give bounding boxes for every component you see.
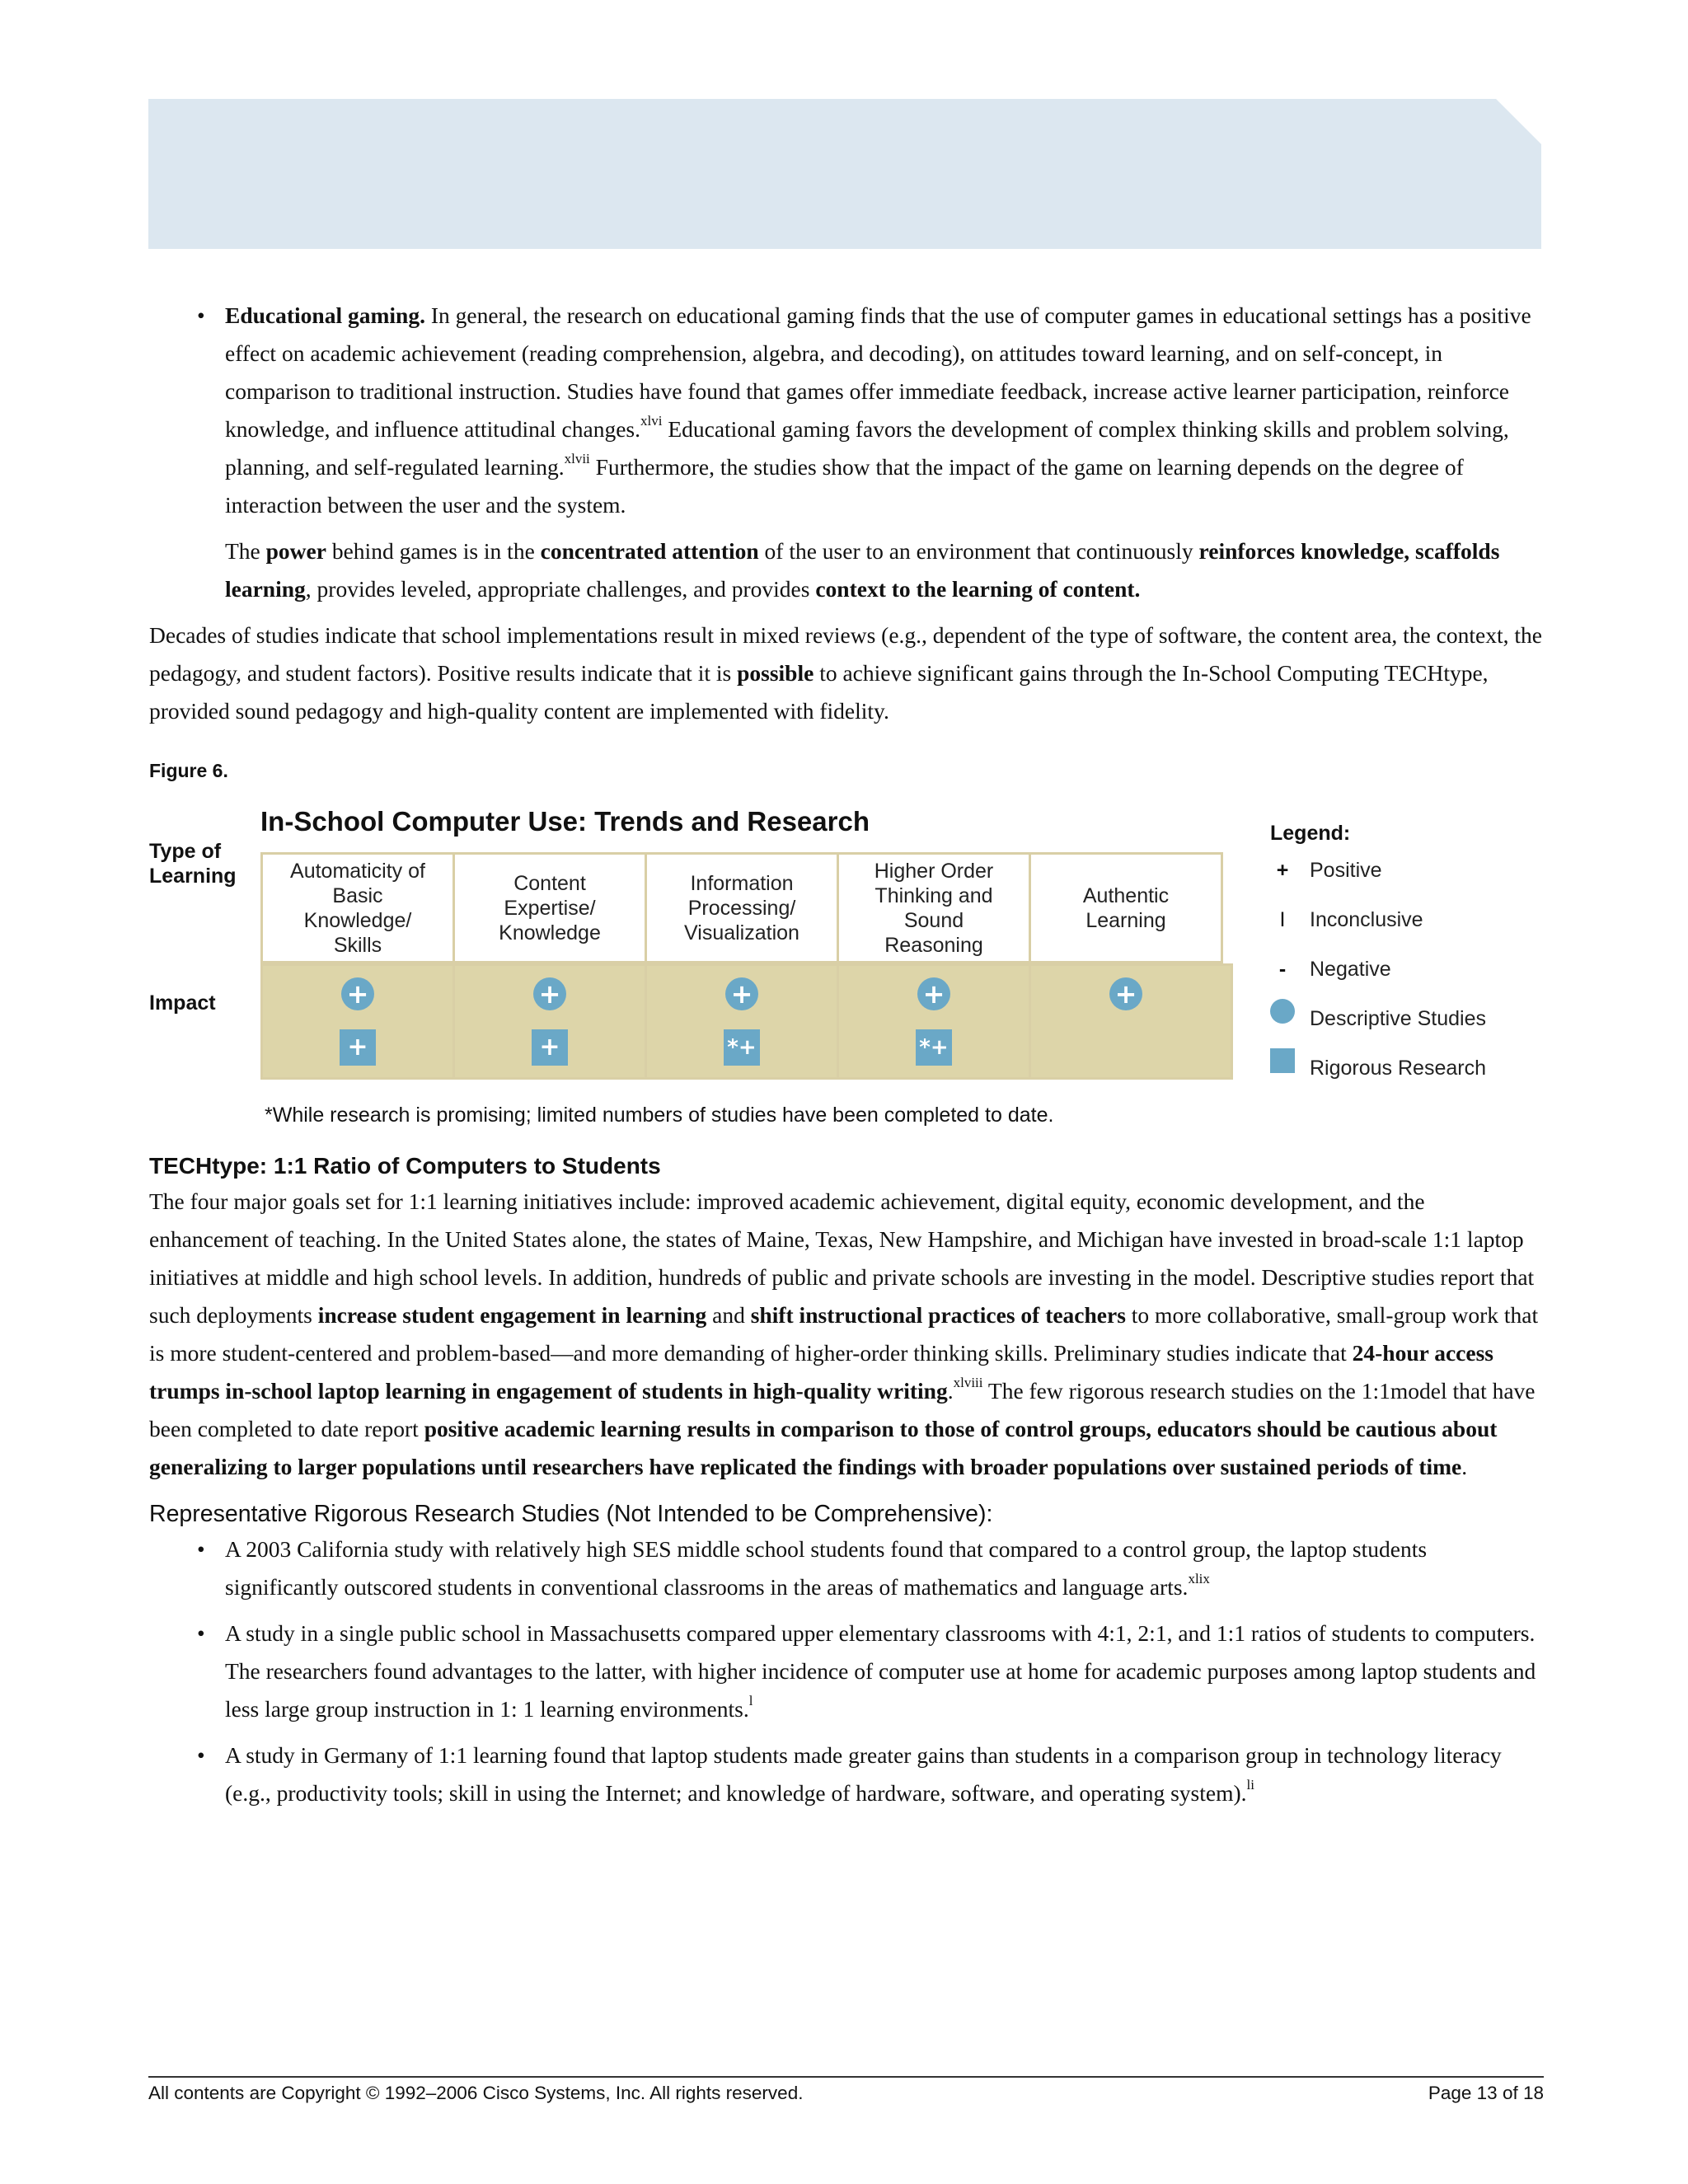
descriptive-studies-marker: +: [1109, 977, 1142, 1010]
inconclusive-symbol: I: [1279, 908, 1286, 931]
rigorous-research-marker: +: [532, 1029, 568, 1066]
figure-label: Figure 6.: [149, 760, 228, 781]
trends-grid: [260, 852, 1233, 1080]
column-header: Higher Order Thinking and Sound Reasoning: [837, 852, 1031, 963]
rigorous-research-marker: *+: [916, 1029, 952, 1066]
copyright-text: All contents are Copyright © 1992–2006 Cisco Systems, Inc. All rights reserved.: [148, 2083, 804, 2103]
one-to-one-paragraph: The four major goals set for 1:1 learning initiatives include: improved academic achievement, digital equity, economic development, and the enhancement of teaching. In the United States alone, the states of Maine, Texas, New Hampshire, and Michigan have invested in broad-scale 1:1 laptop initiatives at middle and high school levels. In addition, hundreds of public and private schools are investing in the model. Descriptive studies report that such deployments increase student engagement in learning and shift instructional practices of teachers to more collaborative, small-group work that is more student-centered and problem-based—and more demanding of higher-order thinking skills. Preliminary studies indicate that 24-hour access trumps in-school laptop learning in engagement of students in high-quality writing.$^{xlviii}$ The few rigorous research studies on the 1:1model that have been completed to date report positive academic learning results in comparison to those of control groups, educators should be cautious about generalizing to larger populations until researchers have replicated the findings with broader populations over sustained periods of time.: [149, 1188, 1539, 1479]
header-banner: [148, 99, 1541, 249]
descriptive-studies-marker: +: [725, 977, 758, 1010]
impact-cell: [1029, 963, 1233, 1080]
negative-symbol: -: [1278, 958, 1287, 981]
legend-title: Legend:: [1270, 822, 1351, 845]
figure-note: *While research is promising; limited numbers of studies have been completed to date.: [265, 1104, 1054, 1127]
positive-symbol: +: [1276, 859, 1289, 882]
section-title: TECHtype: 1:1 Ratio of Computers to Students: [149, 1153, 661, 1179]
rigorous-research-marker: +: [340, 1029, 376, 1066]
power-paragraph: The power behind games is in the concentrated attention of the user to an environment that continuously reinforces knowledge, scaffolds learning, provides leveled, appropriate challenges, and provides context to the learning of content.: [225, 538, 1500, 602]
studies-list: [149, 1530, 1542, 1812]
descriptive-studies-marker: +: [917, 977, 950, 1010]
square-icon: [1270, 1047, 1295, 1085]
list-item: • A 2003 California study with relatively high SES middle school students found that compared to a control group, the laptop students significantly outscored students in conventional classrooms in the areas of mathematics and language arts.$^{xlix}$: [149, 1530, 1542, 1606]
impact-cell: [260, 963, 455, 1080]
decades-paragraph: Decades of studies indicate that school implementations result in mixed reviews (e.g., dependent of the type of software, the content area, the context, the pedagogy, and student factors). Positive results indicate that it is possible to achieve significant gains through the In-School Computing TECHtype, provided sound pedagogy and high-quality content are implemented with fidelity.: [149, 622, 1542, 724]
figure-6: In-School Computer Use: Trends and Research Type of Learning Impact Automaticity of Basic Knowledge/ Skills Content Expertise/ Knowledge Information Processing/ Visualization Higher Order Thinking and Sound Reasoning Authentic Learning + + + + + *+ + *+ + *While research is promising; limited numbers of studies have been completed to date. Legend: + Positive I Inconclusive - Negative Descriptive Studies Rigorous Research: [149, 783, 1542, 1150]
column-header: Information Processing/ Visualization: [645, 852, 839, 963]
descriptive-studies-marker: +: [341, 977, 374, 1010]
column-header: Authentic Learning: [1029, 852, 1223, 963]
impact-cell: [645, 963, 839, 1080]
list-item: • A study in Germany of 1:1 learning found that laptop students made greater gains than students in a comparison group in technology literacy (e.g., productivity tools; skill in using the Internet; and knowledge of hardware, software, and operating system).$^{li}$: [149, 1736, 1542, 1812]
page-footer: [148, 2076, 1544, 2104]
document-body: [149, 297, 1542, 1812]
page-number: Page 13 of 18: [1428, 2083, 1544, 2103]
list-item: • Educational gaming. In general, the research on educational gaming finds that the use of computer games in educational settings has a positive effect on academic achievement (reading comprehension, algebra, and decoding), on attitudes toward learning, and on self-concept, in comparison to traditional instruction. Studies have found that games offer immediate feedback, increase active learner participation, reinforce knowledge, and influence attitudinal changes.$^{xlvi}$ Educational gaming favors the development of complex thinking skills and problem solving, planning, and self-regulated learning.$^{xlvii}$ Furthermore, the studies show that the impact of the game on learning depends on the degree of interaction between the user and the system.: [149, 297, 1542, 524]
impact-cell: [837, 963, 1031, 1080]
figure-title: In-School Computer Use: Trends and Research: [260, 806, 870, 837]
gaming-bullet-list: [149, 297, 1542, 524]
rigorous-research-marker: *+: [724, 1029, 760, 1066]
row-label-impact: Impact: [149, 991, 216, 1015]
list-item: • A study in a single public school in Massachusetts compared upper elementary classrooms with 4:1, 2:1, and 1:1 ratios of students to computers. The researchers found advantages to the latter, with higher incidence of computer use at home for academic purposes among laptop students and less large group instruction in 1: 1 learning environments.$^l$: [149, 1615, 1542, 1728]
descriptive-studies-marker: +: [533, 977, 566, 1010]
column-header: Automaticity of Basic Knowledge/ Skills: [260, 852, 455, 963]
subsection-title: Representative Rigorous Research Studies (Not Intended to be Comprehensive):: [149, 1501, 993, 1527]
column-header: Content Expertise/ Knowledge: [452, 852, 647, 963]
circle-icon: [1270, 998, 1295, 1036]
row-label-type: Type of Learning: [149, 840, 237, 888]
impact-cell: [452, 963, 647, 1080]
